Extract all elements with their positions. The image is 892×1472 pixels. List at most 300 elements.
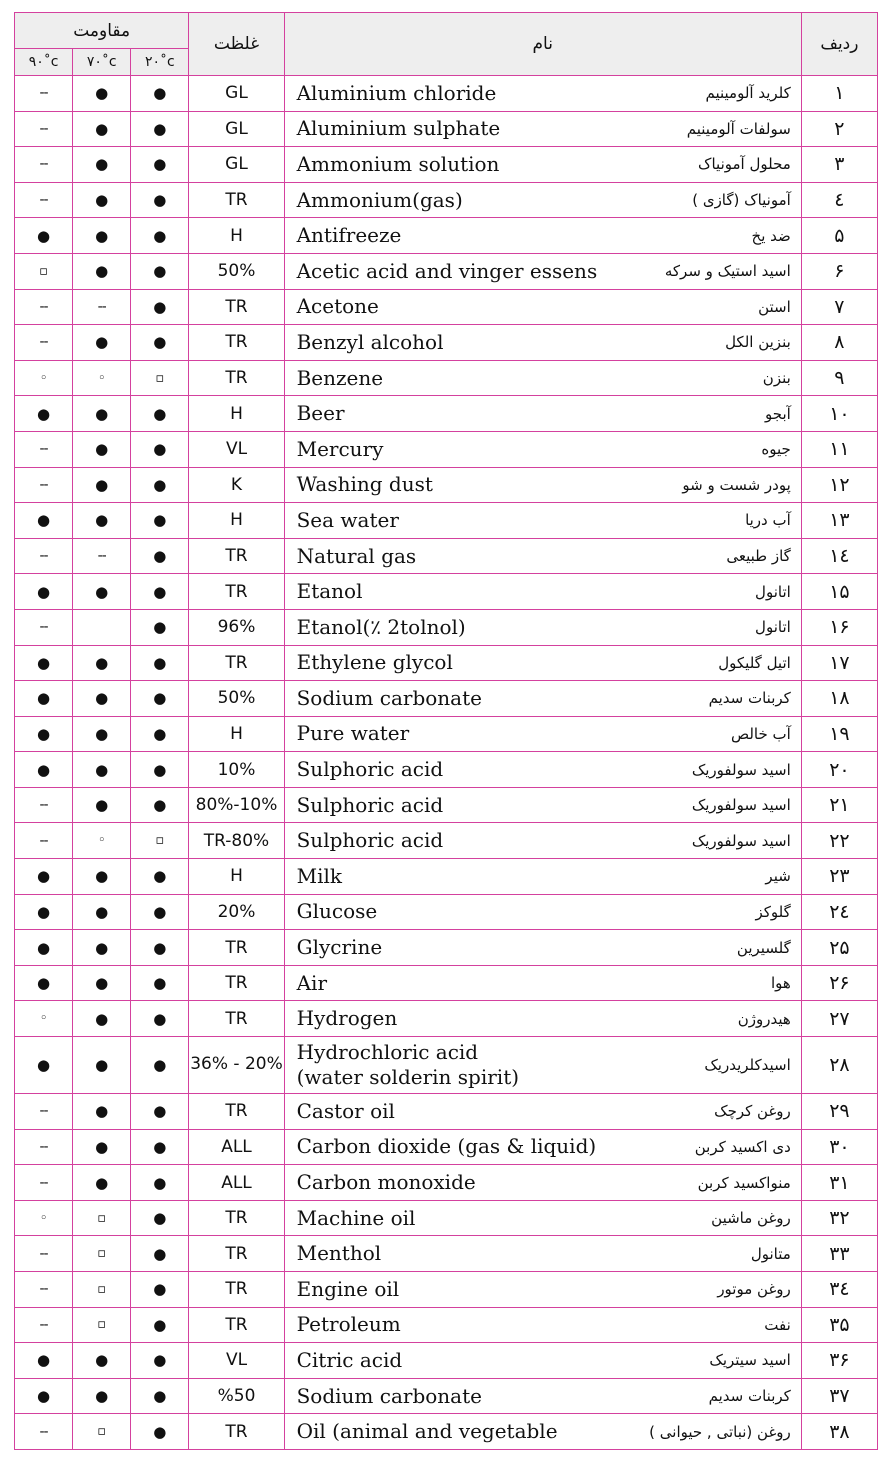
name-cell xyxy=(284,574,801,610)
name-cell xyxy=(284,253,801,289)
resistance-20-cell: ● xyxy=(131,1037,189,1094)
english-name: Hydrogen xyxy=(296,1006,398,1031)
resistance-90-cell: ● xyxy=(15,681,73,717)
row-number-cell: ۳ xyxy=(801,147,877,183)
table-row xyxy=(15,965,878,1001)
thickness-cell: K xyxy=(189,467,284,503)
english-name: Benzyl alcohol xyxy=(296,329,444,354)
row-number-cell: ۲۳ xyxy=(801,859,877,895)
name-cell xyxy=(284,894,801,930)
resistance-90-cell: -- xyxy=(15,1129,73,1165)
resistance-20-cell: ● xyxy=(131,1272,189,1308)
thickness-cell: GL xyxy=(189,76,284,112)
persian-name: آب خالص xyxy=(730,724,791,743)
name-cell xyxy=(284,289,801,325)
row-number-cell: ۱۶ xyxy=(801,609,877,645)
row-number-cell: ۳٤ xyxy=(801,1272,877,1308)
english-name: Hydrochloric acid xyxy=(296,1040,479,1065)
row-number-cell: ۷ xyxy=(801,289,877,325)
resistance-20-cell: ● xyxy=(131,1378,189,1414)
persian-name: اسید سولفوریک xyxy=(691,760,791,779)
table-row xyxy=(15,787,878,823)
table-body xyxy=(15,76,878,1450)
row-number-cell: ۳۵ xyxy=(801,1307,877,1343)
resistance-70-cell: ● xyxy=(73,574,131,610)
name-cell xyxy=(284,1236,801,1272)
persian-name: روغن ماشین xyxy=(711,1209,791,1228)
row-number-cell: ۱۷ xyxy=(801,645,877,681)
name-cell xyxy=(284,787,801,823)
english-name: Antifreeze xyxy=(296,223,402,248)
english-name: Carbon monoxide xyxy=(296,1170,476,1195)
english-name: Ammonium(gas) xyxy=(296,187,463,212)
resistance-90-cell: -- xyxy=(15,609,73,645)
persian-name: بنزن xyxy=(762,369,791,388)
resistance-90-cell: ● xyxy=(15,1378,73,1414)
english-name: Sodium carbonate xyxy=(296,685,482,710)
thickness-cell: H xyxy=(189,503,284,539)
table-row xyxy=(15,503,878,539)
resistance-table-document xyxy=(14,12,878,1450)
name-cell xyxy=(284,431,801,467)
resistance-70-cell: ● xyxy=(73,1378,131,1414)
resistance-90-cell: -- xyxy=(15,1165,73,1201)
thickness-cell: 96% xyxy=(189,609,284,645)
temp-70-header: ۷۰˚c xyxy=(73,49,131,76)
thickness-cell: TR xyxy=(189,1272,284,1308)
row-number-cell: ۲۲ xyxy=(801,823,877,859)
resistance-70-cell: ● xyxy=(73,147,131,183)
row-number-cell: ۲ xyxy=(801,111,877,147)
persian-name: منواکسید کربن xyxy=(697,1173,791,1192)
resistance-90-cell: ● xyxy=(15,930,73,966)
name-cell xyxy=(284,1343,801,1379)
persian-name: اتیل گلیکول xyxy=(718,653,791,672)
english-name: Ethylene glycol xyxy=(296,650,453,675)
thickness-cell: TR xyxy=(189,1094,284,1130)
thickness-cell: TR xyxy=(189,182,284,218)
table-row xyxy=(15,681,878,717)
persian-name: روغن کرچک xyxy=(714,1102,791,1121)
row-number-cell: ۳۳ xyxy=(801,1236,877,1272)
table-row xyxy=(15,1414,878,1450)
row-number-cell: ۲۰ xyxy=(801,752,877,788)
persian-name: اسید سولفوریک xyxy=(691,831,791,850)
row-number-cell: ۹ xyxy=(801,360,877,396)
thickness-cell: TR xyxy=(189,965,284,1001)
name-cell xyxy=(284,1165,801,1201)
resistance-20-cell: ● xyxy=(131,645,189,681)
resistance-20-cell: ● xyxy=(131,894,189,930)
resistance-20-cell: ● xyxy=(131,1414,189,1450)
resistance-90-cell: -- xyxy=(15,787,73,823)
name-cell xyxy=(284,1307,801,1343)
name-cell xyxy=(284,965,801,1001)
name-cell xyxy=(284,147,801,183)
resistance-90-cell: ◦ xyxy=(15,1001,73,1037)
persian-name: اتانول xyxy=(755,618,791,637)
resistance-20-cell: ● xyxy=(131,111,189,147)
table-row xyxy=(15,360,878,396)
resistance-90-cell: ● xyxy=(15,645,73,681)
thickness-cell: TR xyxy=(189,1236,284,1272)
name-cell xyxy=(284,609,801,645)
english-name: Benzene xyxy=(296,365,384,390)
row-number-cell: ۱۳ xyxy=(801,503,877,539)
table-header xyxy=(15,13,878,76)
english-name: Castor oil xyxy=(296,1098,395,1123)
table-row xyxy=(15,396,878,432)
thickness-cell: ALL xyxy=(189,1165,284,1201)
persian-name: استن xyxy=(758,297,791,316)
resistance-70-cell: ● xyxy=(73,965,131,1001)
resistance-70-cell: ● xyxy=(73,325,131,361)
resistance-70-cell: ● xyxy=(73,1037,131,1094)
resistance-20-cell: ● xyxy=(131,147,189,183)
name-cell xyxy=(284,396,801,432)
resistance-70-cell: ● xyxy=(73,76,131,112)
resistance-70-cell: ● xyxy=(73,894,131,930)
persian-name: شیر xyxy=(765,867,791,886)
persian-name: آمونیاک (گازی ) xyxy=(692,191,791,210)
resistance-20-cell: ● xyxy=(131,289,189,325)
thickness-cell: TR xyxy=(189,325,284,361)
persian-name: سولفات آلومینیم xyxy=(686,119,791,138)
english-name: Beer xyxy=(296,401,345,426)
thickness-cell: ALL xyxy=(189,1129,284,1165)
thickness-cell: H xyxy=(189,716,284,752)
temp-90-header: ۹۰˚c xyxy=(15,49,73,76)
resistance-90-cell: ● xyxy=(15,574,73,610)
persian-name: گلوکز xyxy=(755,902,791,921)
resistance-70-cell xyxy=(73,609,131,645)
row-number-cell: ۱۹ xyxy=(801,716,877,752)
english-name: Acetic acid and vinger essens xyxy=(296,258,598,283)
row-number-cell: ۱۵ xyxy=(801,574,877,610)
resistance-70-cell: ◦ xyxy=(73,360,131,396)
thickness-cell: TR xyxy=(189,538,284,574)
table-row xyxy=(15,716,878,752)
resistance-90-cell: -- xyxy=(15,431,73,467)
thickness-cell: TR xyxy=(189,574,284,610)
resistance-70-cell: ● xyxy=(73,396,131,432)
name-cell xyxy=(284,823,801,859)
resistance-20-cell: ● xyxy=(131,965,189,1001)
name-cell xyxy=(284,1272,801,1308)
table-row xyxy=(15,76,878,112)
table-row xyxy=(15,894,878,930)
thickness-cell: %50 xyxy=(189,1378,284,1414)
resistance-70-cell: -- xyxy=(73,538,131,574)
thickness-cell: GL xyxy=(189,147,284,183)
resistance-90-cell: ● xyxy=(15,396,73,432)
resistance-90-cell: ● xyxy=(15,859,73,895)
english-name: Natural gas xyxy=(296,543,417,568)
english-name: Aluminium sulphate xyxy=(296,116,501,141)
row-number-header: ردیف xyxy=(801,13,877,76)
table-row xyxy=(15,1378,878,1414)
name-cell xyxy=(284,716,801,752)
thickness-cell: TR xyxy=(189,645,284,681)
persian-name: ضد یخ xyxy=(751,226,791,245)
english-name: Pure water xyxy=(296,721,410,746)
resistance-90-cell: ● xyxy=(15,503,73,539)
table-row xyxy=(15,1343,878,1379)
name-cell xyxy=(284,1378,801,1414)
row-number-cell: ۳۰ xyxy=(801,1129,877,1165)
resistance-90-cell: -- xyxy=(15,289,73,325)
name-cell xyxy=(284,1129,801,1165)
row-number-cell: ۵ xyxy=(801,218,877,254)
name-cell xyxy=(284,1094,801,1130)
name-cell xyxy=(284,538,801,574)
thickness-cell: VL xyxy=(189,431,284,467)
resistance-90-cell: -- xyxy=(15,1414,73,1450)
row-number-cell: ۱۲ xyxy=(801,467,877,503)
resistance-70-cell: ● xyxy=(73,111,131,147)
resistance-20-cell: ● xyxy=(131,538,189,574)
persian-name: متانول xyxy=(750,1244,791,1263)
resistance-90-cell: ● xyxy=(15,965,73,1001)
table-row xyxy=(15,218,878,254)
persian-name: هیدروژن xyxy=(737,1009,791,1028)
resistance-70-cell: ● xyxy=(73,467,131,503)
resistance-20-cell: ● xyxy=(131,1343,189,1379)
resistance-20-cell: ● xyxy=(131,253,189,289)
thickness-cell: 36% - 20% xyxy=(189,1037,284,1094)
table-row xyxy=(15,253,878,289)
english-name: Carbon dioxide (gas & liquid) xyxy=(296,1134,597,1159)
name-cell xyxy=(284,645,801,681)
name-header: نام xyxy=(284,13,801,76)
row-number-cell: ۳۱ xyxy=(801,1165,877,1201)
resistance-20-cell: ● xyxy=(131,1001,189,1037)
resistance-70-cell: ● xyxy=(73,787,131,823)
resistance-20-cell: ● xyxy=(131,1236,189,1272)
persian-name: جیوه xyxy=(761,440,791,459)
persian-name: آب دریا xyxy=(745,511,791,530)
temp-20-header: ۲۰˚c xyxy=(131,49,189,76)
table-row xyxy=(15,111,878,147)
resistance-70-cell: ● xyxy=(73,752,131,788)
name-cell xyxy=(284,1001,801,1037)
table-row xyxy=(15,431,878,467)
thickness-cell: 80%-10% xyxy=(189,787,284,823)
table-row xyxy=(15,645,878,681)
table-row xyxy=(15,823,878,859)
resistance-20-cell: ● xyxy=(131,930,189,966)
name-cell xyxy=(284,1200,801,1236)
row-number-cell: ۳۶ xyxy=(801,1343,877,1379)
resistance-70-cell: ● xyxy=(73,1129,131,1165)
table-row xyxy=(15,1165,878,1201)
row-number-cell: ۱۱ xyxy=(801,431,877,467)
english-name: Milk xyxy=(296,863,342,888)
table-row xyxy=(15,1037,878,1094)
resistance-90-cell: ● xyxy=(15,894,73,930)
persian-name: اتانول xyxy=(755,582,791,601)
resistance-20-cell: ● xyxy=(131,574,189,610)
name-cell xyxy=(284,111,801,147)
english-name: Etanol xyxy=(296,579,363,604)
resistance-90-cell: -- xyxy=(15,76,73,112)
english-name: Sea water xyxy=(296,507,399,532)
resistance-70-cell: ● xyxy=(73,503,131,539)
thickness-cell: TR xyxy=(189,1414,284,1450)
resistance-70-cell: ● xyxy=(73,645,131,681)
english-name: Etanol(٪ 2tolnol) xyxy=(296,614,466,639)
table-row xyxy=(15,1236,878,1272)
resistance-90-cell: -- xyxy=(15,325,73,361)
row-number-cell: ۶ xyxy=(801,253,877,289)
persian-name: کربنات سدیم xyxy=(708,689,791,708)
resistance-70-cell: ● xyxy=(73,930,131,966)
resistance-20-cell: ● xyxy=(131,1165,189,1201)
resistance-70-cell: ● xyxy=(73,182,131,218)
resistance-90-cell: ● xyxy=(15,1343,73,1379)
table-row xyxy=(15,1094,878,1130)
english-name: Sulphoric acid xyxy=(296,757,444,782)
table-row xyxy=(15,538,878,574)
english-name: Sulphoric acid xyxy=(296,792,444,817)
persian-name: اسید سولفوریک xyxy=(691,796,791,815)
resistance-70-cell: ● xyxy=(73,218,131,254)
persian-name: اسید سیتریک xyxy=(709,1351,791,1370)
name-cell xyxy=(284,325,801,361)
resistance-90-cell: -- xyxy=(15,538,73,574)
name-cell xyxy=(284,752,801,788)
persian-name: کلرید آلومینیم xyxy=(705,84,791,103)
thickness-cell: TR xyxy=(189,1001,284,1037)
english-name: Oil (animal and vegetable xyxy=(296,1419,558,1444)
row-number-cell: ۲٤ xyxy=(801,894,877,930)
resistance-20-cell: ● xyxy=(131,609,189,645)
row-number-cell: ۱۰ xyxy=(801,396,877,432)
persian-name: آبجو xyxy=(765,404,791,423)
row-number-cell: ۳۲ xyxy=(801,1200,877,1236)
thickness-cell: TR xyxy=(189,930,284,966)
english-name: Glucose xyxy=(296,899,378,924)
resistance-90-cell: -- xyxy=(15,182,73,218)
row-number-cell: ۲۱ xyxy=(801,787,877,823)
resistance-20-cell: ● xyxy=(131,431,189,467)
persian-name: محلول آمونیاک xyxy=(698,155,791,174)
table-row xyxy=(15,1129,878,1165)
resistance-90-cell: ◦ xyxy=(15,360,73,396)
table-row xyxy=(15,859,878,895)
resistance-70-cell: ▫ xyxy=(73,1236,131,1272)
persian-name: کربنات سدیم xyxy=(708,1387,791,1406)
english-name-line2: (water solderin spirit) xyxy=(296,1065,520,1090)
row-number-cell: ۳۸ xyxy=(801,1414,877,1450)
thickness-cell: TR xyxy=(189,360,284,396)
row-number-cell: ۱۸ xyxy=(801,681,877,717)
row-number-cell: ۲۵ xyxy=(801,930,877,966)
persian-name: اسید استیک و سرکه xyxy=(664,262,791,281)
persian-name: نفت xyxy=(764,1315,791,1334)
resistance-90-cell: -- xyxy=(15,1307,73,1343)
english-name: Sodium carbonate xyxy=(296,1383,482,1408)
resistance-20-cell: ● xyxy=(131,182,189,218)
name-cell xyxy=(284,467,801,503)
table-row xyxy=(15,467,878,503)
persian-name: دی اکسید کربن xyxy=(694,1137,791,1156)
thickness-cell: TR xyxy=(189,1307,284,1343)
english-name: Mercury xyxy=(296,436,384,461)
thickness-cell: 50% xyxy=(189,253,284,289)
resistance-20-cell: ● xyxy=(131,503,189,539)
table-row xyxy=(15,182,878,218)
name-cell xyxy=(284,218,801,254)
row-number-cell: ۸ xyxy=(801,325,877,361)
persian-name: روغن موتور xyxy=(717,1280,791,1299)
row-number-cell: ۱٤ xyxy=(801,538,877,574)
name-cell xyxy=(284,503,801,539)
thickness-cell: H xyxy=(189,859,284,895)
table-row xyxy=(15,609,878,645)
row-number-cell: ۲۶ xyxy=(801,965,877,1001)
table-row xyxy=(15,289,878,325)
resistance-90-cell: ● xyxy=(15,218,73,254)
resistance-90-cell: ● xyxy=(15,1037,73,1094)
row-number-cell: ۲۷ xyxy=(801,1001,877,1037)
thickness-cell: TR xyxy=(189,289,284,325)
english-name: Engine oil xyxy=(296,1276,400,1301)
resistance-20-cell: ● xyxy=(131,787,189,823)
resistance-20-cell: ● xyxy=(131,716,189,752)
row-number-cell: ۳۷ xyxy=(801,1378,877,1414)
resistance-90-cell: -- xyxy=(15,823,73,859)
resistance-90-cell: ● xyxy=(15,752,73,788)
resistance-20-cell: ● xyxy=(131,1129,189,1165)
resistance-70-cell: ● xyxy=(73,1001,131,1037)
resistance-20-cell: ● xyxy=(131,396,189,432)
persian-name: بنزین الکل xyxy=(725,333,791,352)
resistance-20-cell: ● xyxy=(131,752,189,788)
resistance-70-cell: ◦ xyxy=(73,823,131,859)
persian-name: گلسیرین xyxy=(736,938,791,957)
resistance-20-cell: ● xyxy=(131,681,189,717)
name-cell xyxy=(284,76,801,112)
chemical-resistance-table xyxy=(14,12,878,1450)
resistance-20-cell: ▫ xyxy=(131,823,189,859)
resistance-header: مقاومت xyxy=(15,13,189,49)
resistance-90-cell: -- xyxy=(15,111,73,147)
thickness-cell: 10% xyxy=(189,752,284,788)
resistance-20-cell: ● xyxy=(131,218,189,254)
english-name: Sulphoric acid xyxy=(296,828,444,853)
thickness-cell: TR-80% xyxy=(189,823,284,859)
thickness-header: غلظت xyxy=(189,13,284,76)
name-cell xyxy=(284,1037,801,1094)
row-number-cell: ۱ xyxy=(801,76,877,112)
resistance-20-cell: ● xyxy=(131,1307,189,1343)
table-row xyxy=(15,574,878,610)
english-name: Menthol xyxy=(296,1241,382,1266)
resistance-70-cell: ● xyxy=(73,1343,131,1379)
table-row xyxy=(15,752,878,788)
resistance-70-cell: ● xyxy=(73,1165,131,1201)
table-row xyxy=(15,1272,878,1308)
thickness-cell: 50% xyxy=(189,681,284,717)
resistance-70-cell: ● xyxy=(73,1094,131,1130)
resistance-90-cell: ▫ xyxy=(15,253,73,289)
row-number-cell: ۲۸ xyxy=(801,1037,877,1094)
name-cell xyxy=(284,681,801,717)
persian-name: گاز طبیعی xyxy=(726,547,791,566)
resistance-20-cell: ● xyxy=(131,1200,189,1236)
name-cell xyxy=(284,182,801,218)
